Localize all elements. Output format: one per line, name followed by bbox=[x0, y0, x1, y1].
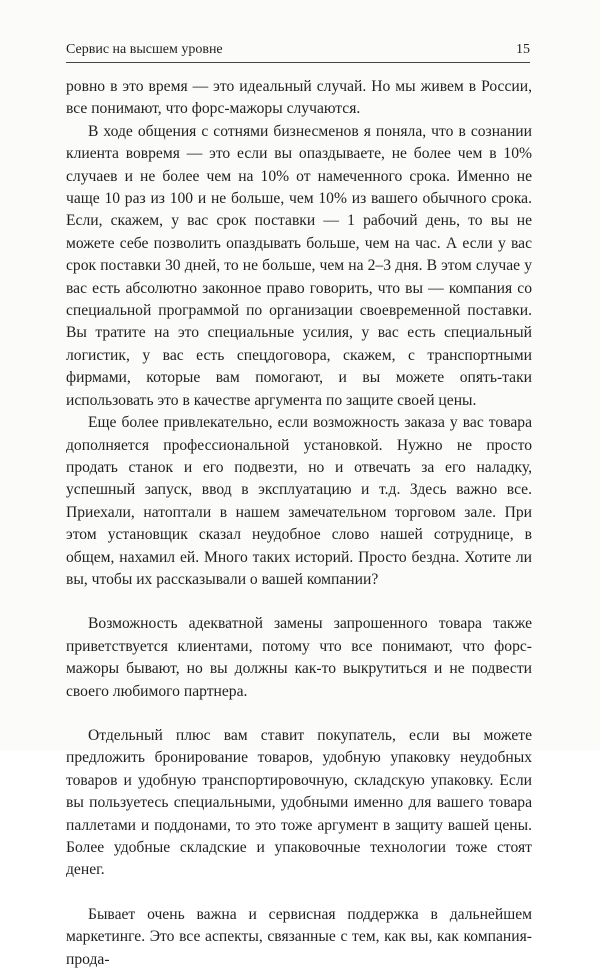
paragraph-3: Еще более привлекательно, если возможность заказа у вас товара дополняется профессиональной установкой. Нужно не просто продать станок и его подвезти, но и отвечать за его наладку, успешный запуск, ввод в эксплуатацию и т.д. Здесь важно все. Приехали, натоптали в нашем замечательном торговом зале. При этом установщик сказал неудобное слово нашей сотруднице, в общем, нахамил ей. Много таких историй. Просто бездна. Хотите ли вы, чтобы их рассказывали о вашей компании? bbox=[66, 414, 532, 588]
paragraph-6: Бывает очень важна и сервисная поддержка в дальнейшем маркетинге. Это все аспекты, связанные с тем, как вы, как компания-прода- bbox=[66, 905, 532, 968]
paragraph-5: Отдельный плюс вам ставит покупатель, если вы можете предложить бронирование товаров, удобную упаковку неудобных товаров и удобную транспортировочную, складскую упаковку. Если вы пользуетесь специальными, удобными именно для вашего товара паллетами и поддонами, то это тоже аргумент в защиту вашей цены. Более удобные складские и упаковочные технологии тоже стоят денег. bbox=[66, 726, 532, 879]
paragraph-4: Возможность адекватной замены запрошенного товара также приветствуется клиентами, потому что все понимают, что форс-мажоры бывают, но вы должны как-то выкрутиться и не подвести своего любимого партнера. bbox=[66, 615, 532, 700]
chapter-title: Сервис на высшем уровне bbox=[66, 42, 223, 57]
body-text bbox=[66, 76, 532, 971]
running-header bbox=[66, 40, 530, 63]
page-number: 15 bbox=[516, 42, 530, 57]
paragraph-1: ровно в это время — это идеальный случай. Но мы живем в России, все понимают, что форс-мажоры случаются. bbox=[66, 78, 532, 118]
paragraph-2: В ходе общения с сотнями бизнесменов я поняла, что в сознании клиента вовремя — это если вы опаздываете, не более чем в 10% случаев и не более чем на 10% от намеченного срока. Именно не чаще 10 раз из 100 и не больше, чем 10% из вашего обычного срока. Если, скажем, у вас срок поставки — 1 рабочий день, то вы не можете себе позволить опаздывать больше, чем на час. А если у вас срок поставки 30 дней, то не больше, чем на 2–3 дня. В этом случае у вас есть абсолютно законное право говорить, что вы — компания со специальной программой по организации своевременной поставки. Вы тратите на это специальные усилия, у вас есть специальный логистик, у вас есть спецдоговора, скажем, с транспортными фирмами, которые вам помогают, и вы можете опять-таки использовать это в качестве аргумента по защите своей цены. bbox=[66, 122, 532, 409]
